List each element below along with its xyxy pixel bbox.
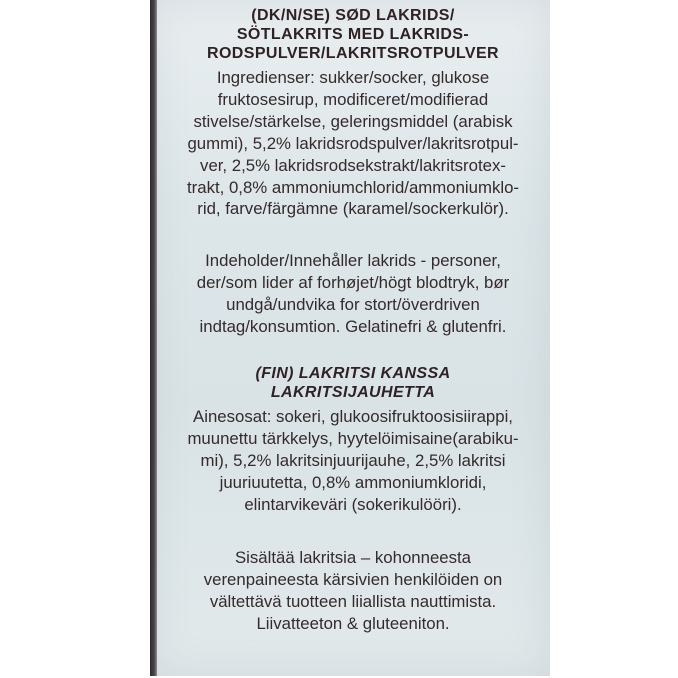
danish-swedish-ingredients: Ingredienser: sukker/socker, glukose fruktosesirup, modificeret/modifierad stivelse/stärkelse, geleringsmiddel (arabisk gummi), 5,2% lakridsrodspulver/lakritsrotpul- ver, 2,5% lakridsrodsekstrakt/lakritsrotex- trakt, 0,8% ammoniumchlorid/ammoniumklo- rid, farve/färgämne (karamel/sockerkulör). xyxy=(186,68,519,219)
package-edge xyxy=(150,0,157,676)
danish-swedish-title: (DK/N/SE) SØD LAKRIDS/ SÖTLAKRITS MED LAKRIDS- RODSPULVER/LAKRITSROTPULVER xyxy=(207,7,499,62)
finnish-ingredients: Ainesosat: sokeri, glukoosifruktoosisiirappi, muunettu tärkkelys, hyytelöimisaine(arabiku- mi), 5,2% lakritsinjuurijauhe, 2,5% lakritsi juuriuutetta, 0,8% ammoniumkloridi, elintarvikeväri (sokerikulööri). xyxy=(187,407,519,514)
finnish-title: (FIN) LAKRITSI KANSSA LAKRITSIJAUHETTA xyxy=(255,365,451,401)
danish-swedish-warning: Indeholder/Innehåller lakrids - personer, der/som lider af forhøjet/högt blodtryk, bør undgå/undvika for stort/överdriven indtag/konsumtion. Gelatinefri & glutenfri. xyxy=(196,251,510,336)
finnish-warning: Sisältää lakritsia – kohonneesta verenpaineesta kärsivien henkilöiden on vältettävä tuotteen liiallista nauttimista. Liivatteeton & gluteeniton. xyxy=(203,548,503,633)
